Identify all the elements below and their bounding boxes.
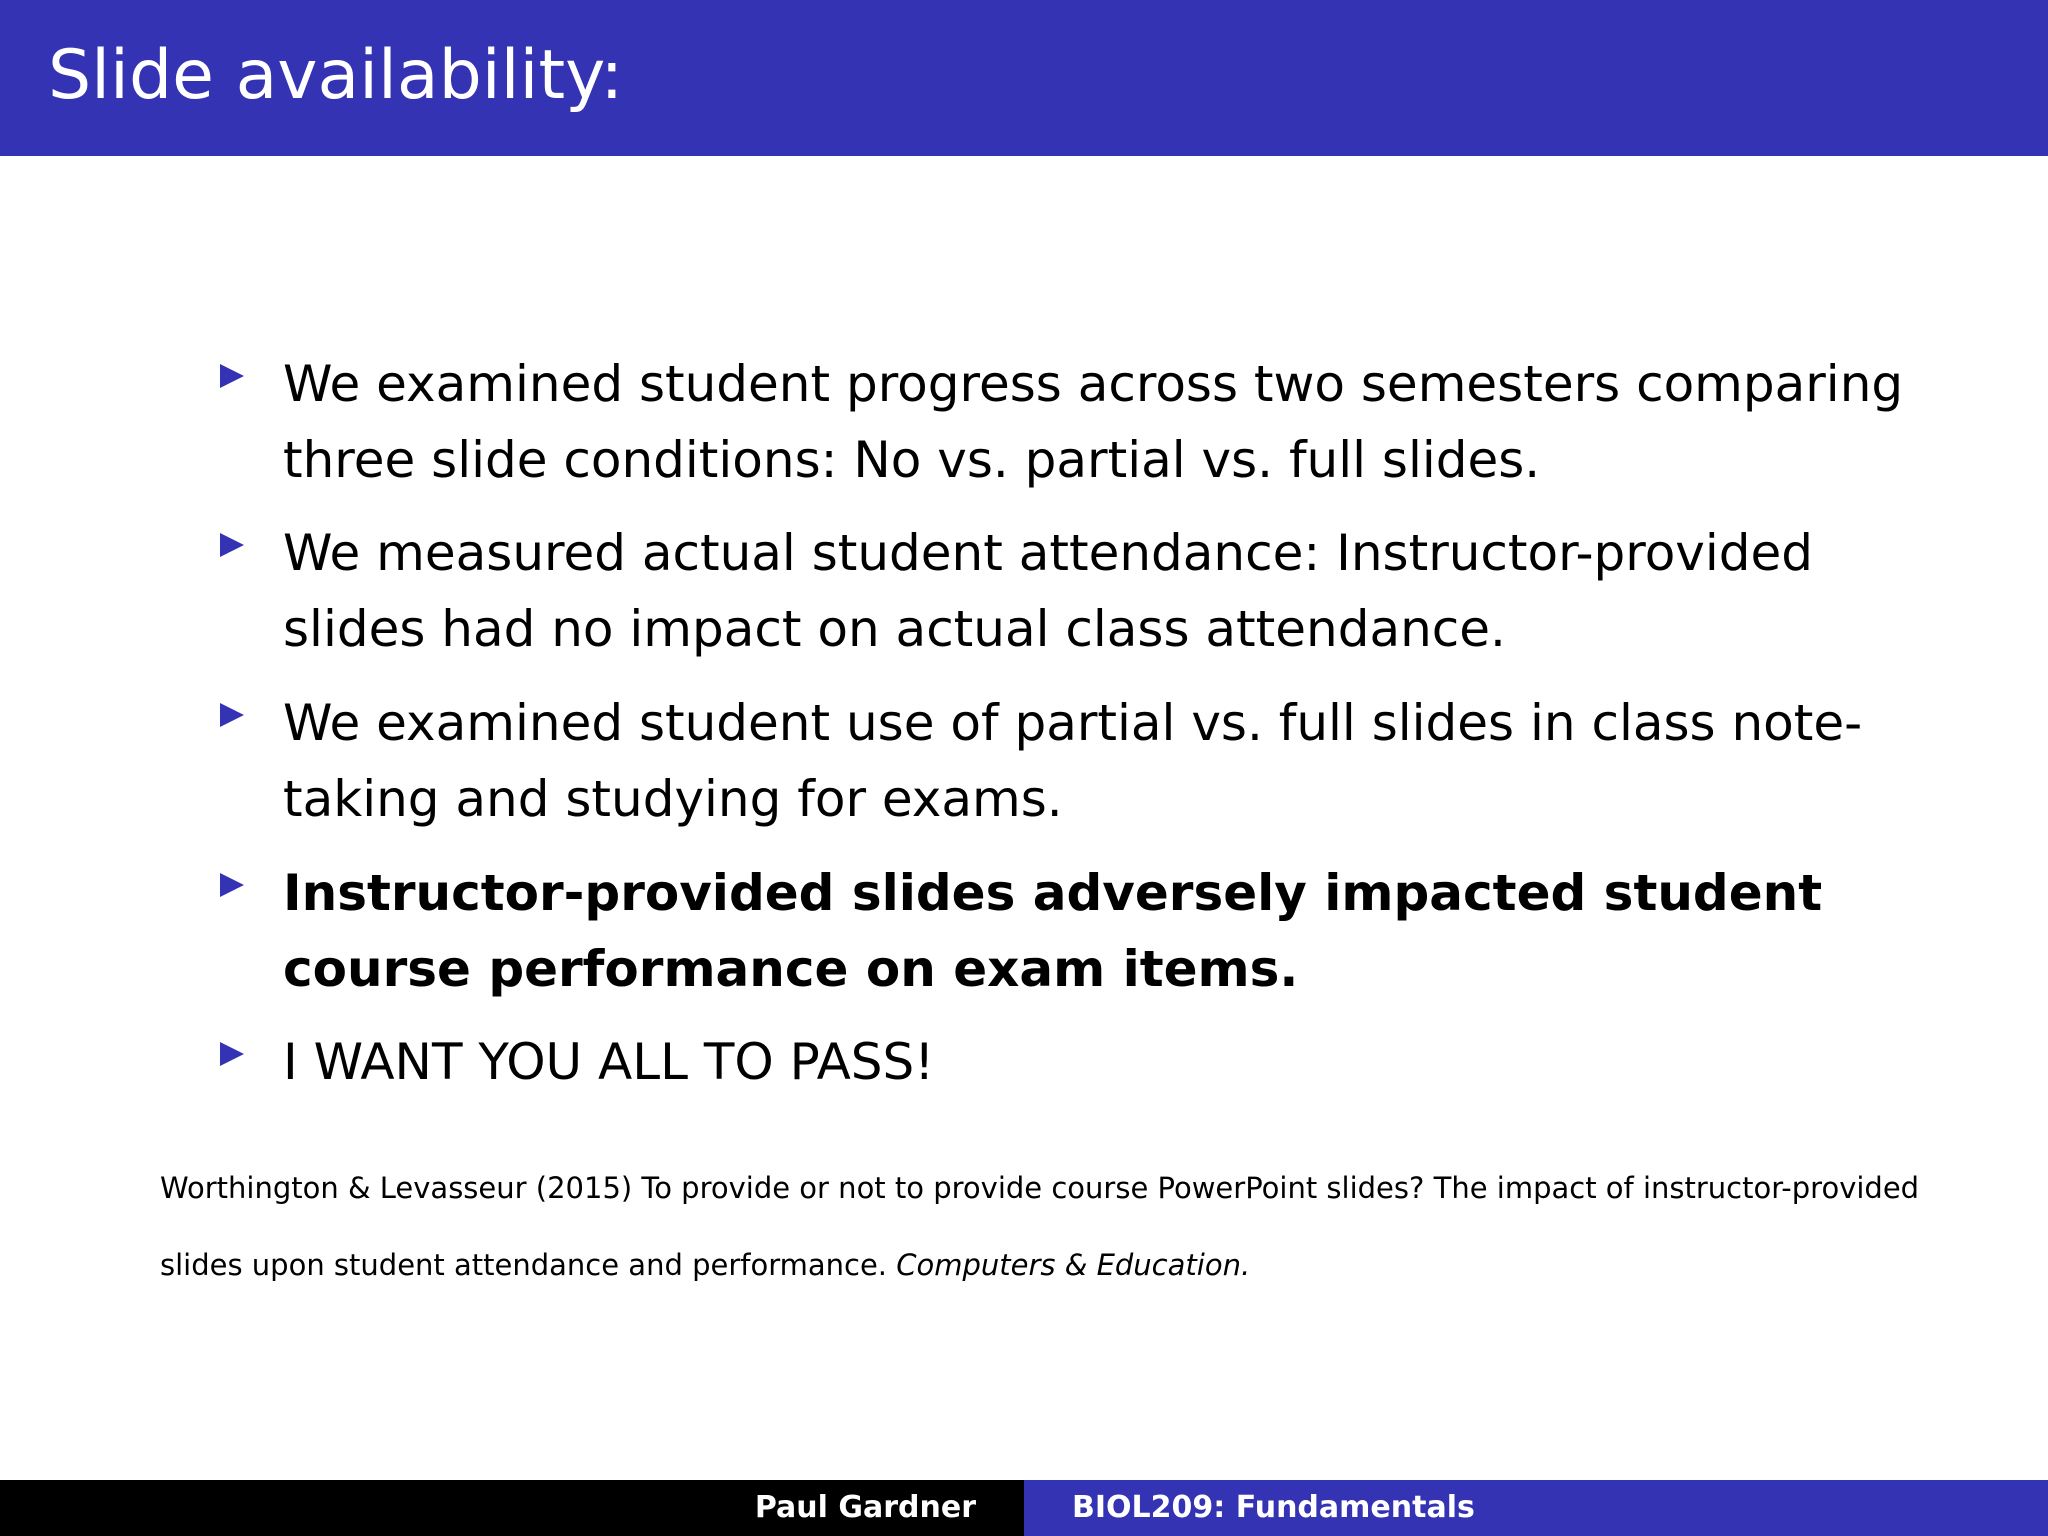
footer [0,1480,2048,1536]
bullet-text-emphasis: Instructor-provided slides adversely impacted student course performance on exam items. [283,864,1823,998]
bullet-text: We measured actual student attendance: Instructor-provided slides had no impact on actual class attendance. [283,524,1814,658]
footer-author: Paul Gardner [0,1480,1024,1536]
triangle-bullet-icon [220,533,244,557]
bullet-text: We examined student progress across two semesters comparing three slide conditions: No vs. partial vs. full slides. [283,355,1904,489]
triangle-bullet-icon [220,1042,244,1066]
title-bar [0,0,2048,156]
citation-journal: Computers & Education. [896,1248,1251,1282]
footer-course: BIOL209: Fundamentals [1024,1480,2048,1536]
bullet-text: We examined student use of partial vs. full slides in class note-taking and studying for exams. [283,694,1863,828]
slide-title: Slide availability: [48,36,624,115]
citation [160,1150,2000,1304]
triangle-bullet-icon [220,703,244,727]
citation-text: Worthington & Levasseur (2015) To provide or not to provide course PowerPoint slides? The impact of instructor-provided slides upon student attendance and performance. [160,1171,1920,1282]
triangle-bullet-icon [220,364,244,388]
triangle-bullet-icon [220,873,244,897]
bullet-text: I WANT YOU ALL TO PASS! [283,1033,935,1091]
